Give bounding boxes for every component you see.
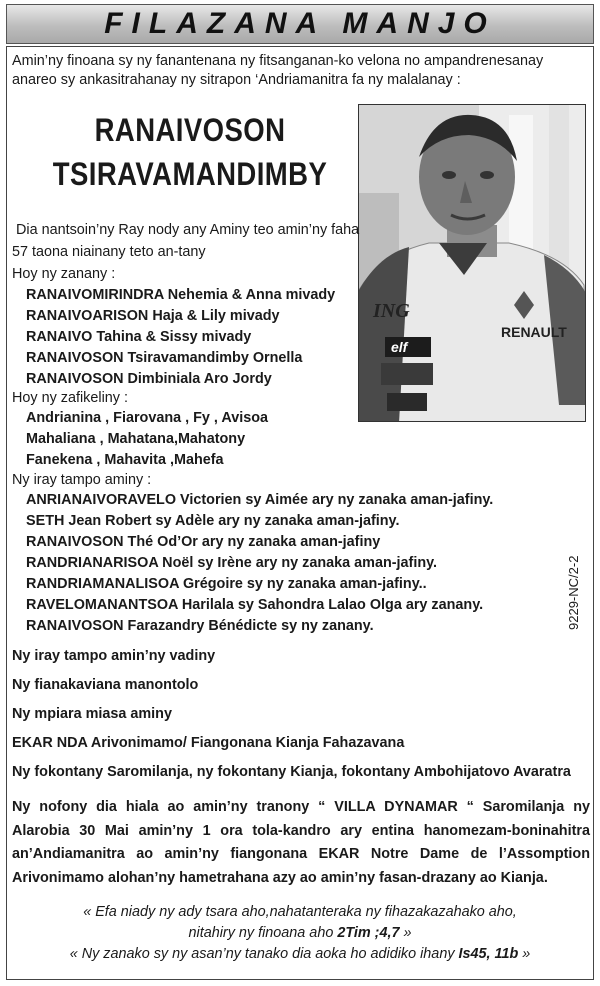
quote1-close: » <box>399 925 412 941</box>
quote2-text: « Ny zanako sy ny asan’ny tanako dia aoka ho adidiko ihany <box>69 946 459 962</box>
grandchildren-heading: Hoy ny zafikeliny : <box>12 390 128 406</box>
deceased-name-line1: RANAIVOSON <box>94 112 286 148</box>
others-item: Ny mpiara miasa aminy <box>12 706 172 722</box>
funeral-paragraph: Ny nofony dia hiala ao amin’ny tranony “ VILLA DYNAMAR “ Saromilanja ny Alarobia 30 Mai amin’ny 1 ora tola-kandro ary entina hanomezam-boninahitra an’Andiamanitra ao amin’ny fiangonana EKAR Notre Dame de l’Assomption Arivonimamo alohan’ny hametrahana azy ao amin’ny fasan-drazany ao Kianja. <box>12 799 590 886</box>
family-item: RAVELOMANANTSOA Harilala sy Sahondra Lalao Olga ary zanany. <box>26 597 484 613</box>
family-item: RANDRIAMANALISOA Grégoire sy ny zanaka aman-jafiny.. <box>26 576 427 592</box>
others-item: EKAR NDA Arivonimamo/ Fiangonana Kianja Fahazavana <box>12 735 405 751</box>
notice-title: FILAZANA MANJO <box>104 7 496 40</box>
reference-code: 9229-NC/2-2 <box>566 555 581 630</box>
death-notice-line2: 57 taona niainany teto an-tany <box>12 244 206 260</box>
intro-text: Amin’ny finoana sy ny fanantenana ny fitsanganan-ko velona no ampandrenesanay anareo sy ankasitrahanay ny sitrapon ‘Andriamanitra fa ny malalanay : <box>12 53 544 88</box>
family-item: RANAIVOSON Thé Od’Or ary ny zanaka aman-jafiny <box>26 534 381 550</box>
grandchild-item: Fanekena , Mahavita ,Mahefa <box>26 452 224 468</box>
deceased-name-line2: TSIRAVAMANDIMBY <box>52 156 328 192</box>
quote1-line1: « Efa niady ny ady tsara aho,nahatanteraka ny fihazakazahako aho, <box>83 904 517 920</box>
grandchild-item: Andrianina , Fiarovana , Fy , Avisoa <box>26 410 269 426</box>
quote1-line2 <box>0 925 600 941</box>
sponsor-patch: elf <box>391 339 408 355</box>
death-notice-line1: Dia nantsoin’ny Ray nody any Aminy teo amin’ny faha <box>16 222 360 238</box>
children-heading: Hoy ny zanany : <box>12 266 116 282</box>
family-item: ANRIANAIVORAVELO Victorien sy Aimée ary ny zanaka aman-jafiny. <box>26 492 494 508</box>
child-item: RANAIVOARISON Haja & Lily mivady <box>26 308 280 324</box>
others-item: Ny fokontany Saromilanja, ny fokontany Kianja, fokontany Ambohijatovo Avaratra <box>12 764 571 780</box>
family-item: RANDRIANARISOA Noël sy Irène ary ny zanaka aman-jafiny. <box>26 555 438 571</box>
quote1-ref: 2Tim ;4,7 <box>337 925 400 941</box>
deceased-photo <box>358 104 586 422</box>
family-item: RANAIVOSON Farazandry Bénédicte sy ny zanany. <box>26 618 374 634</box>
child-item: RANAIVOSON Dimbiniala Aro Jordy <box>26 371 272 387</box>
grandchild-item: Mahaliana , Mahatana,Mahatony <box>26 431 246 447</box>
notice-header <box>6 4 594 44</box>
others-item: Ny iray tampo amin’ny vadiny <box>12 648 216 664</box>
family-item: SETH Jean Robert sy Adèle ary ny zanaka aman-jafiny. <box>26 513 400 529</box>
family-heading: Ny iray tampo aminy : <box>12 472 152 488</box>
portrait-illustration <box>359 105 586 422</box>
quote2-ref: Is45, 11b <box>458 946 519 962</box>
quote2-line <box>0 946 600 962</box>
quote1-text: nitahiry ny finoana aho <box>188 925 338 941</box>
child-item: RANAIVO Tahina & Sissy mivady <box>26 329 252 345</box>
jersey-logo: RENAULT <box>501 324 567 340</box>
child-item: RANAIVOMIRINDRA Nehemia & Anna mivady <box>26 287 336 303</box>
child-item: RANAIVOSON Tsiravamandimby Ornella <box>26 350 303 366</box>
others-item: Ny fianakaviana manontolo <box>12 677 199 693</box>
quote2-close: » <box>518 946 531 962</box>
jersey-text: ING <box>373 300 410 322</box>
